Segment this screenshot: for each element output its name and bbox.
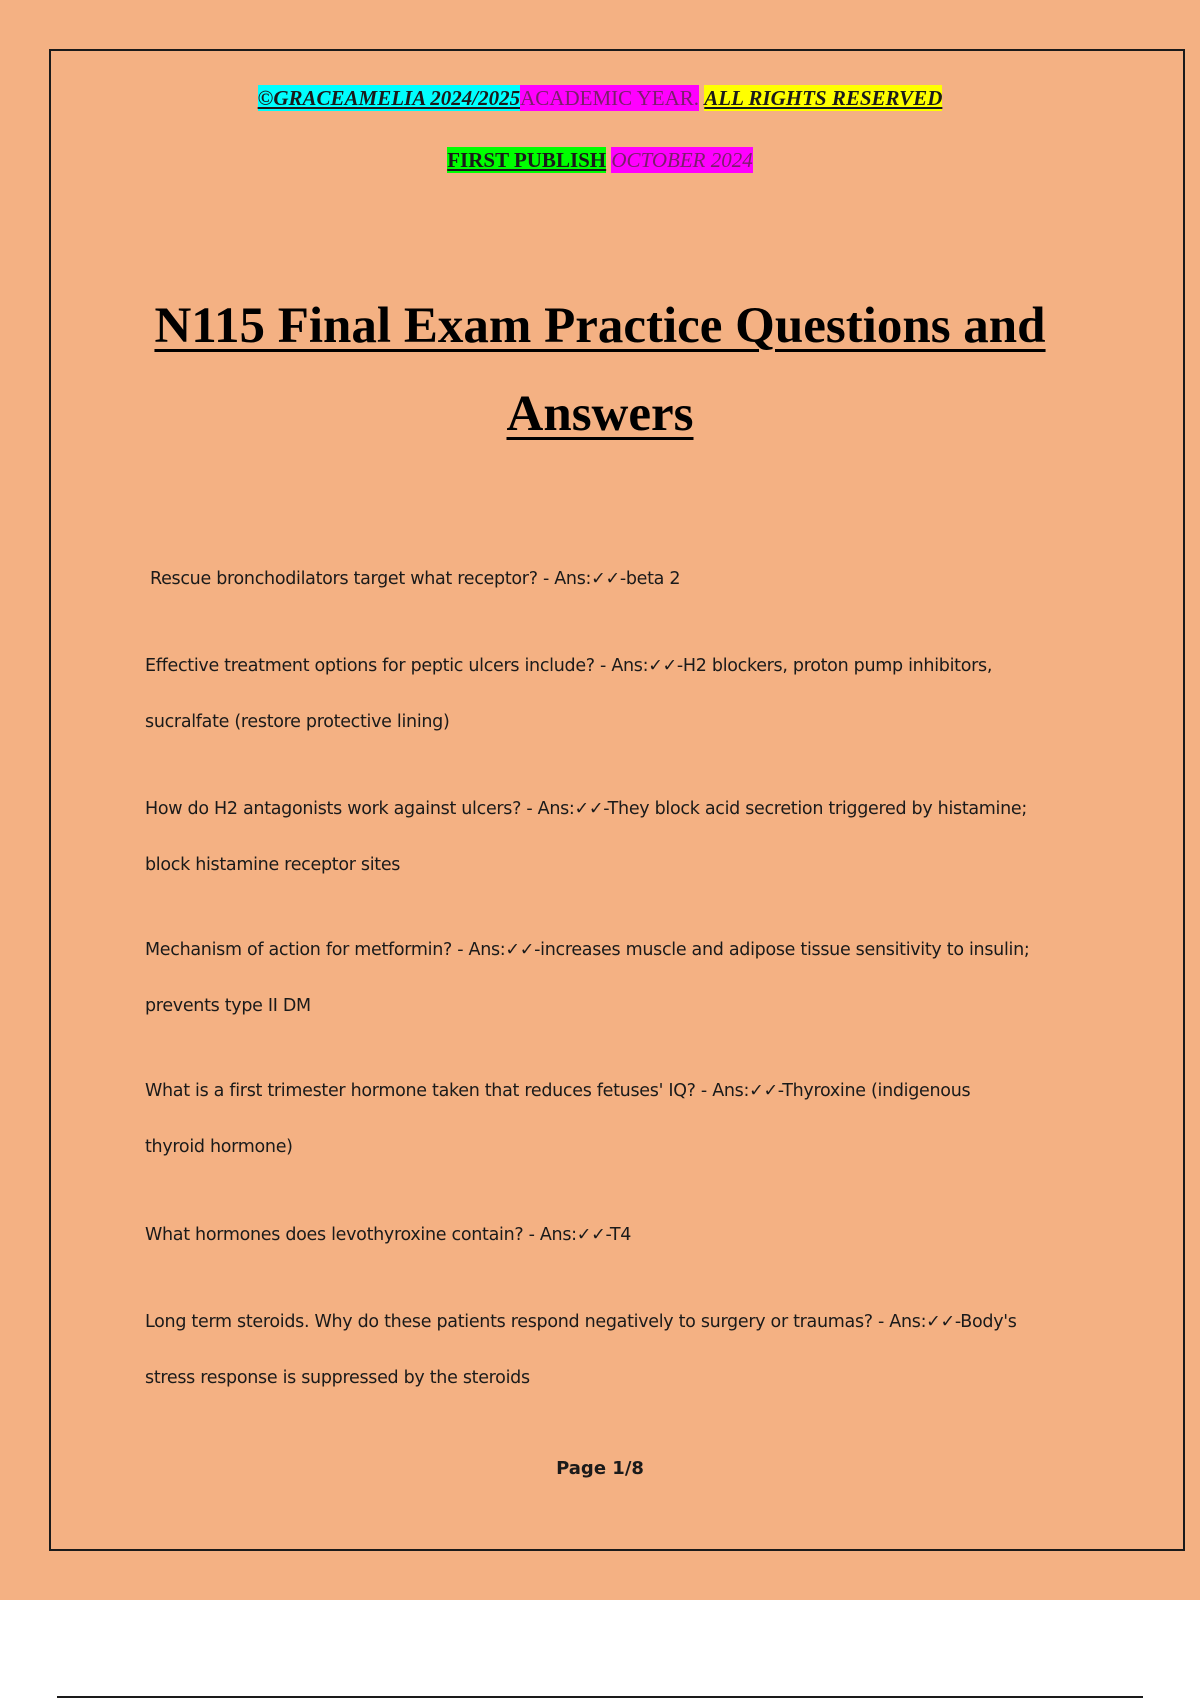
- qa-item: [145, 922, 1105, 1034]
- qa-text-continued: stress response is suppressed by the steroids: [145, 1368, 530, 1388]
- title-line-2: Answers: [506, 386, 694, 442]
- qa-item: [145, 638, 1105, 750]
- publish-line: [0, 147, 1200, 173]
- qa-text-continued: prevents type II DM: [145, 996, 311, 1016]
- qa-text: What is a first trimester hormone taken that reduces fetuses' IQ? - Ans:✓✓-Thyroxine (indigenous: [145, 1081, 971, 1101]
- qa-text: Long term steroids. Why do these patients respond negatively to surgery or traumas? - Ans:✓✓-Body's: [145, 1312, 1017, 1332]
- first-publish-text: FIRST PUBLISH: [447, 148, 607, 172]
- qa-text: Rescue bronchodilators target what receptor? - Ans:✓✓-beta 2: [150, 569, 681, 589]
- title-line-1: N115 Final Exam Practice Questions and: [154, 298, 1046, 354]
- copyright-text: ©GRACEAMELIA 2024/2025: [257, 86, 521, 110]
- qa-text: Mechanism of action for metformin? - Ans:✓✓-increases muscle and adipose tissue sensitivity to insulin;: [145, 940, 1030, 960]
- publish-date-text: OCTOBER 2024: [611, 148, 753, 172]
- rights-reserved-text: ALL RIGHTS RESERVED: [704, 86, 943, 110]
- qa-item: [150, 551, 1110, 607]
- qa-item: [145, 1063, 1105, 1175]
- qa-text-continued: sucralfate (restore protective lining): [145, 712, 450, 732]
- qa-text-continued: thyroid hormone): [145, 1137, 293, 1157]
- copyright-line: [0, 85, 1200, 111]
- qa-text-continued: block histamine receptor sites: [145, 855, 401, 875]
- qa-item: [145, 1207, 1105, 1263]
- document-title: [0, 282, 1200, 458]
- qa-item: [145, 1294, 1105, 1406]
- next-page-rule: [57, 1696, 1143, 1698]
- academic-year-text: ACADEMIC YEAR.: [520, 86, 700, 110]
- qa-item: [145, 781, 1105, 893]
- qa-text: Effective treatment options for peptic ulcers include? - Ans:✓✓-H2 blockers, proton pump inhibitors,: [145, 656, 993, 676]
- page-number: Page 1/8: [556, 1458, 644, 1479]
- qa-text: What hormones does levothyroxine contain? - Ans:✓✓-T4: [145, 1225, 632, 1245]
- qa-text: How do H2 antagonists work against ulcers? - Ans:✓✓-They block acid secretion triggered by histamine;: [145, 799, 1027, 819]
